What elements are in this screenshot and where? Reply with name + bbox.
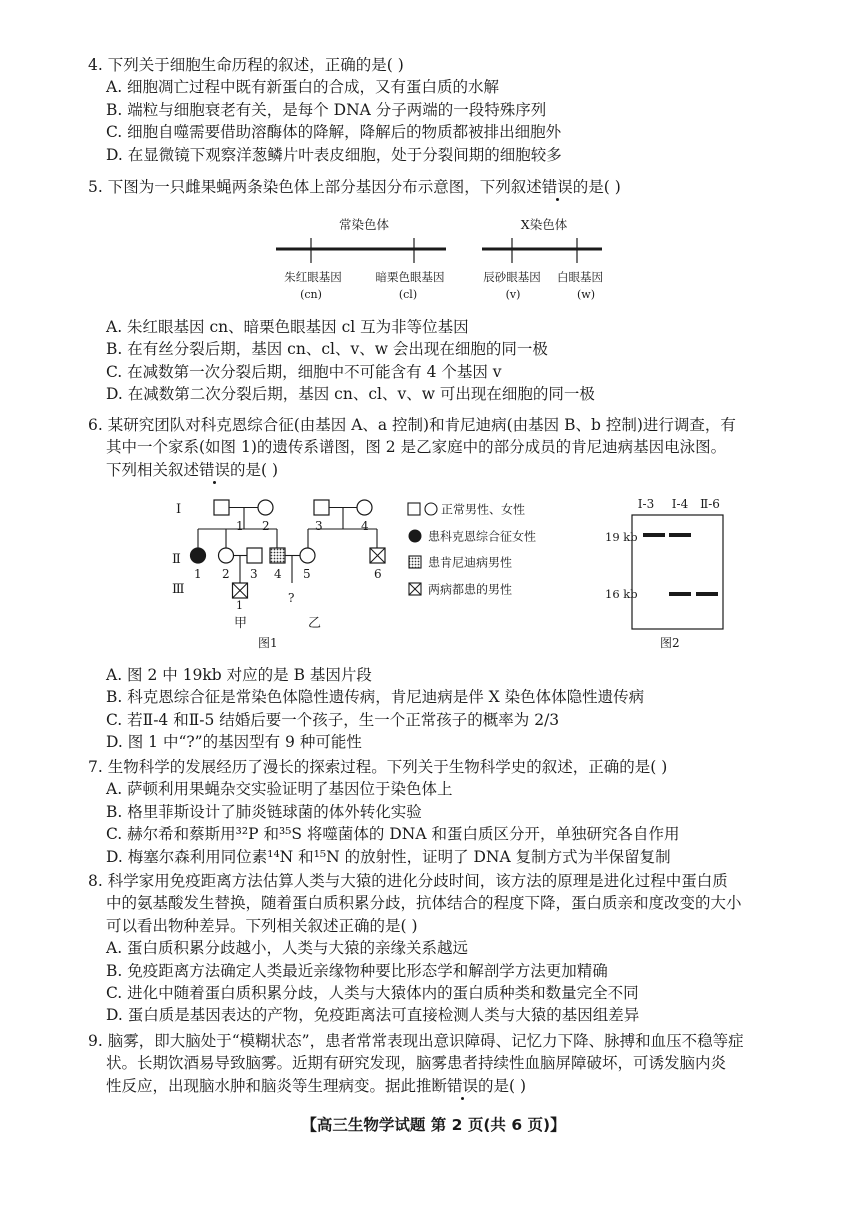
option-a: A. 图 2 中 19kb 对应的是 B 基因片段 [106, 666, 372, 684]
option-c: C. 赫尔希和蔡斯用³²P 和³⁵S 将噬菌体的 DNA 和蛋白质区分开，单独研究各自作用 [106, 825, 680, 844]
family-jia-label: 甲 [234, 616, 248, 631]
ii1-number: 1 [194, 567, 202, 581]
option-b: B. 格里菲斯设计了肺炎链球菌的体外转化实验 [106, 802, 422, 821]
unknown-child-mark: ? [288, 591, 295, 605]
emphasis-text: 错误 [199, 460, 231, 479]
option-a: A. 细胞凋亡过程中既有新蛋白的合成，又有蛋白质的水解 [106, 78, 500, 97]
legend-both-label: 两病都患的男性 [428, 582, 513, 597]
stem-text: 的是( ) [478, 1076, 527, 1095]
i1-number: 1 [236, 519, 244, 533]
option-c: C. 在减数第一次分裂后期，细胞中不可能含有 4 个基因 v [106, 362, 502, 381]
i4-number: 4 [361, 519, 369, 533]
pedigree-figure [0, 485, 867, 660]
question-stem: 7. 生物科学的发展经历了漫长的探索过程。下列关于生物科学史的叙述，正确的是( ) [88, 758, 668, 776]
question-5 [88, 176, 808, 198]
ii3-normal-male [247, 548, 262, 563]
question-stem-line: 其中一个家系(如图 1)的遗传系谱图，图 2 是乙家庭中的部分成员的肯尼迪病基因电泳图。 [106, 438, 727, 457]
option-b: B. 在有丝分裂后期，基因 cn、cl、v、w 会出现在细胞的同一极 [106, 340, 548, 359]
option-a: A. 蛋白质积累分歧越小，人类与大猿的亲缘关系越远 [106, 939, 469, 958]
gel-band-i4-19kb [669, 533, 691, 537]
ii4-number: 4 [274, 567, 282, 581]
gel-lane-label-i4: I-4 [671, 497, 689, 511]
gel-size-16kb: 16 kb [605, 587, 638, 601]
i2-number: 2 [262, 519, 270, 533]
gel-frame [632, 515, 723, 629]
generation-ii-label: Ⅱ [172, 552, 181, 567]
ii6-number: 6 [374, 567, 382, 581]
autosome-label: 常染色体 [338, 217, 390, 232]
option-c: C. 进化中随着蛋白质积累分歧，人类与大猿体内的蛋白质种类和数量完全不同 [106, 984, 639, 1003]
i3-number: 3 [315, 519, 323, 533]
stem-text: 下列相关叙述 [106, 460, 200, 479]
i4-normal-female [357, 500, 372, 515]
generation-iii-label: Ⅲ [172, 582, 185, 597]
legend-normal-female-icon [425, 503, 437, 515]
ii3-number: 3 [250, 567, 258, 581]
i3-normal-male [314, 500, 329, 515]
option-d: D. 蛋白质是基因表达的产物，免疫距离法可直接检测人类与大猿的基因组差异 [106, 1006, 640, 1025]
option-c: C. 若Ⅱ-4 和Ⅱ-5 结婚后要一个孩子，生一个正常孩子的概率为 2/3 [106, 710, 560, 729]
question-stem-line: 6. 某研究团队对科克恩综合征(由基因 A、a 控制)和肯尼迪病(由基因 B、b 控制)进行调查，有 [88, 416, 736, 434]
ii5-number: 5 [303, 567, 311, 581]
legend-kennedy-male-icon [409, 556, 421, 568]
figure-2-caption: 图2 [660, 636, 680, 650]
question-5-options [88, 316, 808, 406]
question-stem [88, 176, 808, 198]
gene-symbol-cl: (cl) [398, 288, 418, 301]
gel-lane-label-i3: I-3 [637, 497, 655, 511]
option-a: A. 朱红眼基因 cn、暗栗色眼基因 cl 互为非等位基因 [106, 318, 469, 336]
family-yi-label: 乙 [308, 616, 322, 631]
page-footer: 【高三生物学试题 第 2 页(共 6 页)】 [301, 1116, 566, 1134]
gene-symbol-w: (w) [577, 288, 595, 301]
legend-cockayne-female-icon [409, 530, 422, 543]
generation-i-label: I [176, 502, 182, 517]
question-9 [88, 1030, 808, 1097]
question-6-options [88, 664, 808, 754]
stem-text: 的是( ) [572, 178, 621, 196]
question-stem: 4. 下列关于细胞生命历程的叙述，正确的是( ) [88, 56, 404, 74]
option-a: A. 萨顿利用果蝇杂交实验证明了基因位于染色体上 [106, 780, 453, 799]
emphasis-text: 错误 [447, 1076, 479, 1095]
question-stem-line: 状。长期饮酒易导致脑雾。近期有研究发现，脑雾患者持续性血脑屏障破坏，可诱发脑内炎 [106, 1054, 727, 1073]
option-d: D. 图 1 中“?”的基因型有 9 种可能性 [106, 733, 362, 752]
ii4-kennedy-male [270, 548, 285, 563]
gene-name-cn: 朱红眼基因 [284, 270, 342, 284]
option-d: D. 在显微镜下观察洋葱鳞片叶表皮细胞，处于分裂间期的细胞较多 [106, 145, 562, 164]
option-c: C. 细胞自噬需要借助溶酶体的降解，降解后的物质都被排出细胞外 [106, 123, 562, 142]
figure-1-caption: 图1 [258, 636, 278, 650]
x-chromosome-label: X染色体 [520, 217, 568, 232]
gel-size-19kb: 19 kb [605, 530, 638, 544]
stem-text: 的是( ) [230, 460, 279, 479]
ii2-number: 2 [222, 567, 230, 581]
legend-normal-male-icon [408, 503, 420, 515]
question-stem-line: 可以看出物种差异。下列相关叙述正确的是( ) [106, 916, 418, 935]
i2-normal-female [258, 500, 273, 515]
legend-cockayne-label: 患科克恩综合征女性 [428, 529, 537, 544]
gel-band-ii6-16kb [696, 592, 718, 596]
question-stem-line: 中的氨基酸发生替换，随着蛋白质积累分歧，抗体结合的程度下降，蛋白质亲和度改变的大小 [106, 894, 742, 913]
question-7 [88, 756, 808, 868]
iii1-number: 1 [236, 599, 243, 612]
legend-kennedy-label: 患肯尼迪病男性 [428, 555, 513, 570]
gene-name-w: 白眼基因 [557, 270, 603, 284]
option-d: D. 在减数第二次分裂后期，基因 cn、cl、v、w 可出现在细胞的同一极 [106, 385, 595, 404]
option-b: B. 科克恩综合征是常染色体隐性遗传病，肯尼迪病是伴 X 染色体体隐性遗传病 [106, 688, 645, 707]
gene-name-cl: 暗栗色眼基因 [375, 270, 445, 284]
i1-normal-male [214, 500, 229, 515]
chromosome-figure [0, 205, 867, 305]
gel-band-i4-16kb [669, 592, 691, 596]
gene-name-v: 辰砂眼基因 [483, 270, 541, 284]
option-b: B. 端粒与细胞衰老有关，是每个 DNA 分子两端的一段特殊序列 [106, 100, 547, 119]
question-stem-line [88, 1075, 808, 1097]
ii2-normal-female [219, 548, 234, 563]
question-6 [88, 414, 808, 481]
gel-band-i3-19kb [643, 533, 665, 537]
question-4 [88, 54, 808, 166]
gene-symbol-v: (v) [505, 288, 521, 301]
ii1-cockayne-female [191, 548, 206, 563]
question-8 [88, 870, 808, 1027]
option-b: B. 免疫距离方法确定人类最近亲缘物种要比形态学和解剖学方法更加精确 [106, 961, 608, 980]
legend-normal-label: 正常男性、女性 [441, 502, 526, 517]
gel-lane-label-ii6: Ⅱ-6 [700, 497, 720, 511]
gene-symbol-cn: (cn) [300, 288, 322, 301]
ii5-normal-female [300, 548, 315, 563]
stem-text: 性反应，出现脑水肿和脑炎等生理病变。据此推断 [106, 1076, 448, 1095]
question-stem-line: 8. 科学家用免疫距离方法估算人类与大猿的进化分歧时间，该方法的原理是进化过程中蛋白质 [88, 872, 728, 890]
option-d: D. 梅塞尔森利用同位素¹⁴N 和¹⁵N 的放射性，证明了 DNA 复制方式为半保留复制 [106, 847, 671, 866]
emphasis-text: 错误 [541, 178, 573, 196]
question-stem-line: 9. 脑雾，即大脑处于“模糊状态”，患者常常表现出意识障碍、记忆力下降、脉搏和血压不稳等症 [88, 1032, 744, 1050]
stem-text: 5. 下图为一只雌果蝇两条染色体上部分基因分布示意图，下列叙述 [88, 178, 542, 196]
question-stem-line [88, 459, 808, 481]
